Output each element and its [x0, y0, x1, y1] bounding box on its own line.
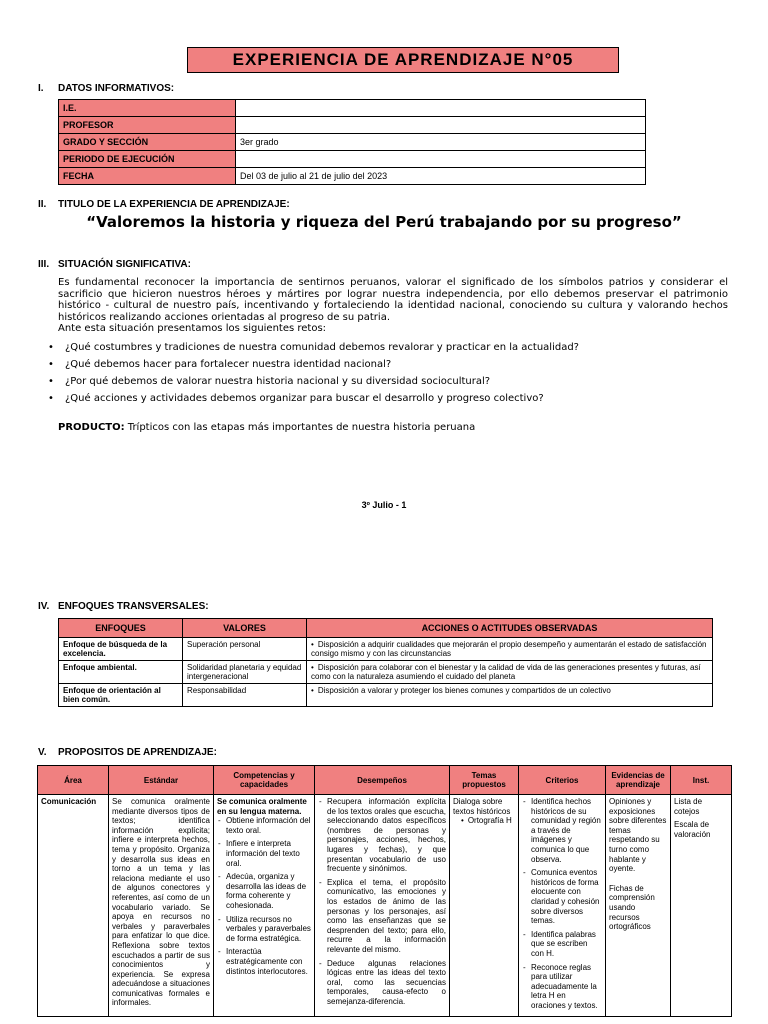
competencia-title: Se comunica oralmente en su lengua materna. — [217, 797, 307, 816]
enfoque-name: Enfoque ambiental. — [59, 661, 183, 684]
temas-cell — [450, 795, 519, 1017]
desempeno-item: - Deduce algunas relaciones lógicas entre las ideas del texto oral, como las secuencias temporales, causa-efecto o semejanza-diferencia. — [318, 959, 446, 1007]
section-number: IV. — [38, 601, 50, 612]
info-value — [236, 100, 646, 117]
temas-header: Temas propuestos — [450, 766, 519, 795]
info-row — [59, 100, 646, 117]
evidencia-1: Opiniones y exposiciones sobre diferentes temas respetando su turno como hablante y oyente. — [609, 797, 667, 874]
enfoque-row — [59, 638, 713, 661]
enfoque-name: Enfoque de búsqueda de la excelencia. — [59, 638, 183, 661]
question-item: • ¿Por qué debemos de valorar nuestra historia nacional y su diversidad sociocultural? — [48, 376, 728, 393]
info-value: Del 03 de julio al 21 de julio del 2023 — [236, 168, 646, 185]
page-footer: 3º Julio - 1 — [361, 500, 407, 510]
info-row — [59, 151, 646, 168]
area-header: Área — [38, 766, 109, 795]
section-situacion — [38, 259, 191, 270]
criterio-item: - Identifica palabras que se escriben con H. — [522, 930, 602, 959]
info-row — [59, 117, 646, 134]
info-row — [59, 134, 646, 151]
capacidad-item: - Utiliza recursos no verbales y paraverbales de forma estratégica. — [217, 915, 311, 944]
criterio-item: - Identifica hechos históricos de su comunidad y región a través de imágenes y comunica lo que observa. — [522, 797, 602, 864]
enfoque-name: Enfoque de orientación al bien común. — [59, 684, 183, 707]
estandar-cell: Se comunica oralmente mediante diversos tipos de textos; identifica información explícita; infiere e interpreta hechos, tema y propósito. Organiza y desarrolla sus ideas en torno a un tema y las relaciona mediante el uso de algunos conectores y referentes, así como de un vocabulario variado. Se apoya en recursos no verbales y paraverbales para enfatizar lo que dice. Reflexiona sobre textos escuchados a partir de sus conocimientos y experiencia. Se expresa adecuándose a situaciones comunicativas formales e informales. — [109, 795, 214, 1017]
question-item: • ¿Qué debemos hacer para fortalecer nuestra identidad nacional? — [48, 359, 728, 376]
enfoque-accion — [307, 684, 713, 707]
section-datos-informativos — [38, 83, 174, 94]
desempenos-cell — [315, 795, 450, 1017]
info-label: PROFESOR — [59, 117, 236, 134]
acciones-header: ACCIONES O ACTITUDES OBSERVADAS — [307, 619, 713, 638]
product-line — [58, 422, 475, 433]
enfoque-valor: Solidaridad planetaria y equidad intergeneracional — [183, 661, 307, 684]
area-cell: Comunicación — [38, 795, 109, 1017]
inst-cell — [671, 795, 732, 1017]
inst-2: Escala de valoración — [674, 820, 711, 839]
section-label: PROPOSITOS DE APRENDIZAJE: — [58, 747, 217, 758]
criterios-cell — [519, 795, 606, 1017]
competencias-cell — [214, 795, 315, 1017]
inst-1: Lista de cotejos — [674, 797, 703, 816]
info-value: 3er grado — [236, 134, 646, 151]
criterios-header: Criterios — [519, 766, 606, 795]
situation-paragraph: Es fundamental reconocer la importancia de sentirnos peruanos, valorar el significado de los símbolos patrios y considerar el sacrificio que hicieron nuestros héroes y mártires por lograr nuestra independencia, por ello debemos preservar el patrimonio histórico - cultural de nuestro país, incentivando y fortaleciendo la identidad nacional, conociendo su cultura y valorando hechos históricos realizando acciones orientadas al progreso de su patria. — [58, 277, 728, 323]
inst-header: Inst. — [671, 766, 732, 795]
criterio-item: - Comunica eventos históricos de forma elocuente con claridad y cohesión sobre diversos temas. — [522, 868, 602, 926]
enfoque-row — [59, 661, 713, 684]
propositos-table — [37, 765, 732, 1017]
capacidades-list — [217, 816, 311, 976]
enfoque-accion-text: Disposición a adquirir cualidades que mejorarán el propio desempeño y aumentarán el estado de satisfacción consigo mismo y con las circunstancias — [311, 640, 707, 658]
section-label: DATOS INFORMATIVOS: — [58, 83, 175, 94]
question-item: • ¿Qué costumbres y tradiciones de nuestra comunidad debemos revalorar y practicar en la actualidad? — [48, 342, 728, 359]
info-label: PERIODO DE EJECUCIÓN — [59, 151, 236, 168]
propositos-header-row — [38, 766, 732, 795]
desempenos-list — [318, 797, 446, 1006]
enfoque-valor: Responsabilidad — [183, 684, 307, 707]
document-title: EXPERIENCIA DE APRENDIZAJE N°05 — [187, 47, 619, 73]
section-propositos — [38, 747, 217, 758]
enfoques-table — [58, 618, 713, 707]
info-label: I.E. — [59, 100, 236, 117]
competencias-header: Competencias y capacidades — [214, 766, 315, 795]
desempenos-header: Desempeños — [315, 766, 450, 795]
desempeno-item: - Explica el tema, el propósito comunicativo, las emociones y los estados de ánimo de las personas y los personajes, así como las enseñanzas que se desprenden del texto; para ello, recurre a la información relevante del mismo. — [318, 878, 446, 955]
evidencias-header: Evidencias de aprendizaje — [606, 766, 671, 795]
section-enfoques — [38, 601, 209, 612]
capacidad-item: - Infiere e interpreta información del texto oral. — [217, 839, 311, 868]
temas-item — [461, 816, 515, 826]
temas-item-text: Ortografía H — [467, 816, 512, 826]
info-label: FECHA — [59, 168, 236, 185]
info-row — [59, 168, 646, 185]
criterios-list — [522, 797, 602, 1010]
enfoques-header-row — [59, 619, 713, 638]
temas-text: Dialoga sobre textos históricos — [453, 797, 511, 816]
criterio-item: - Reconoce reglas para utilizar adecuadamente la letra H en oraciones y textos. — [522, 963, 602, 1011]
enfoque-accion — [307, 661, 713, 684]
enfoque-accion-text: Disposición para colaborar con el bienestar y la calidad de vida de las generaciones presentes y futuras, así como con la naturaleza asumiendo el cuidado del planeta — [311, 663, 701, 681]
enfoque-accion-text: Disposición a valorar y proteger los bienes comunes y compartidos de un colectivo — [317, 686, 611, 695]
capacidad-item: - Adecúa, organiza y desarrolla las ideas de forma coherente y cohesionada. — [217, 872, 311, 910]
question-item: • ¿Qué acciones y actividades debemos organizar para buscar el desarrollo y progreso colectivo? — [48, 393, 728, 410]
enfoque-valor: Superación personal — [183, 638, 307, 661]
situation-intro: Ante esta situación presentamos los siguientes retos: — [58, 323, 327, 334]
info-label: GRADO Y SECCIÓN — [59, 134, 236, 151]
product-label: PRODUCTO: — [58, 422, 125, 433]
info-value — [236, 151, 646, 168]
info-value — [236, 117, 646, 134]
evidencia-2: Fichas de comprensión usando recursos ortográficos — [609, 883, 655, 932]
section-label: ENFOQUES TRANSVERSALES: — [58, 601, 209, 612]
section-label: TITULO DE LA EXPERIENCIA DE APRENDIZAJE: — [58, 199, 290, 210]
question-list — [48, 342, 728, 410]
desempeno-item: - Recupera información explícita de los textos orales que escucha, seleccionando datos específicos (nombres de personas y personajes, acciones, hechos, lugares y fechas), y que presentan vocabulario de uso frecuente y sinónimos. — [318, 797, 446, 874]
info-table — [58, 99, 646, 185]
estandar-header: Estándar — [109, 766, 214, 795]
section-titulo — [38, 199, 290, 210]
propositos-row — [38, 795, 732, 1017]
section-number: III. — [38, 259, 50, 270]
experience-slogan: “Valoremos la historia y riqueza del Perú trabajando por su progreso” — [86, 213, 682, 231]
enfoque-row — [59, 684, 713, 707]
enfoques-header: ENFOQUES — [59, 619, 183, 638]
valores-header: VALORES — [183, 619, 307, 638]
section-number: V. — [38, 747, 47, 758]
section-number: II. — [38, 199, 47, 210]
section-number: I. — [38, 83, 44, 94]
situation-text — [58, 277, 728, 335]
capacidad-item: - Obtiene información del texto oral. — [217, 816, 311, 835]
capacidad-item: - Interactúa estratégicamente con distintos interlocutores. — [217, 947, 311, 976]
section-label: SITUACIÓN SIGNIFICATIVA: — [58, 259, 191, 270]
enfoque-accion — [307, 638, 713, 661]
evidencias-cell — [606, 795, 671, 1017]
product-text: Trípticos con las etapas más importantes de nuestra historia peruana — [124, 422, 476, 433]
